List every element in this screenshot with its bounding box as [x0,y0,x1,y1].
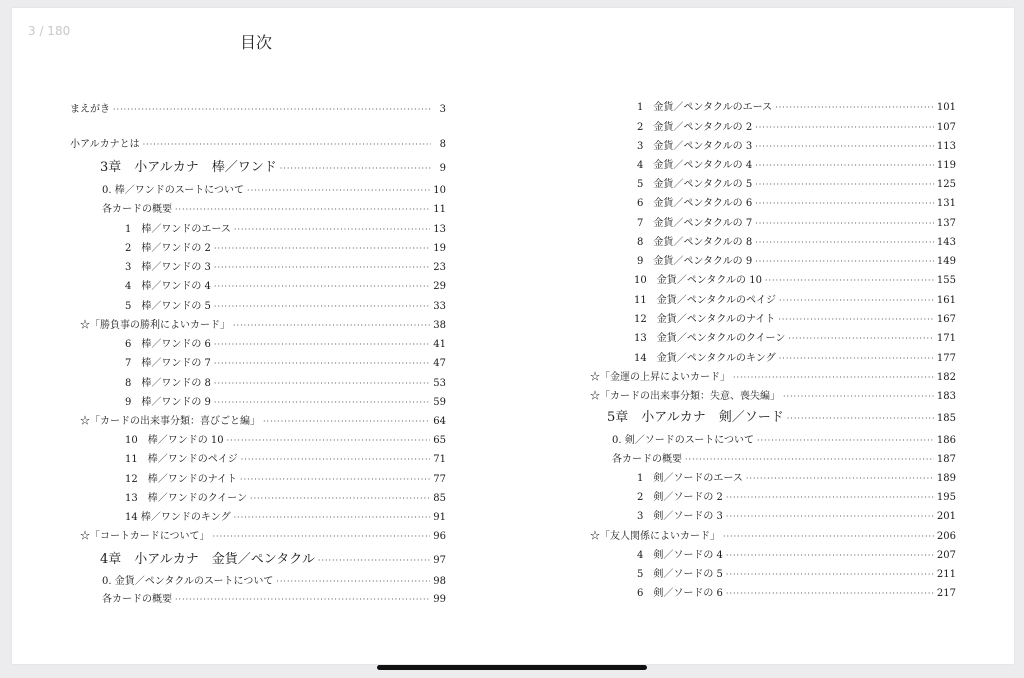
toc-entry[interactable] [637,100,956,116]
toc-entry[interactable] [125,356,446,372]
toc-entry-label: 5 金貨／ペンタクルの 5 [637,179,753,190]
toc-entry[interactable] [125,491,446,507]
toc-entry-page-number: 119 [936,160,956,171]
toc-entry-label: ☆「カードの出来事分類：喜びごと編」 [80,416,260,427]
toc-entry[interactable] [125,376,446,392]
toc-entry-page-number: 195 [936,492,956,503]
leader-dots [685,452,934,468]
toc-entry[interactable] [102,592,446,608]
toc-entry-page-number: 8 [439,139,446,150]
toc-title: 目次 [240,33,273,52]
leader-dots [757,433,934,449]
leader-dots [240,472,430,488]
toc-entry[interactable] [70,137,446,153]
toc-entry-label: 4 剣／ソードの 4 [637,550,723,561]
toc-entry-label: 5 剣／ソードの 5 [637,569,723,580]
toc-entry-page-number: 177 [936,353,956,364]
leader-dots [726,490,934,506]
toc-entry-page-number: 171 [936,333,956,344]
toc-entry-page-number: 77 [433,474,446,485]
toc-entry[interactable] [590,370,956,386]
toc-entry-label: 0. 金貨／ペンタクルのスートについて [102,576,274,587]
leader-dots [783,389,934,405]
toc-entry[interactable] [125,337,446,353]
toc-entry[interactable] [612,452,956,468]
leader-dots [755,139,934,155]
leader-dots [726,548,934,564]
toc-entry-label: 小アルカナとは [70,139,140,150]
toc-entry-page-number: 113 [936,141,956,152]
toc-entry[interactable] [590,389,956,405]
toc-entry-page-number: 9 [439,163,446,174]
toc-entry-page-number: 131 [936,198,956,209]
toc-entry-label: 8 金貨／ペンタクルの 8 [637,237,753,248]
toc-entry[interactable] [102,183,446,199]
toc-entry-label: ☆「金運の上昇によいカード」 [590,372,730,383]
leader-dots [234,222,430,238]
leader-dots [788,331,934,347]
toc-entry[interactable] [637,509,956,525]
toc-entry-page-number: 161 [936,295,956,306]
leader-dots [755,177,934,193]
toc-entry[interactable] [100,158,446,178]
leader-dots [175,592,430,608]
toc-entry-label: ☆「カードの出来事分類：失意、喪失編」 [590,391,780,402]
leader-dots [263,414,430,430]
leader-dots [214,356,430,372]
leader-dots [214,241,430,257]
toc-entry[interactable] [125,299,446,315]
leader-dots [723,529,934,545]
toc-entry[interactable] [637,139,956,155]
toc-entry-label: 10 金貨／ペンタクルの 10 [634,275,762,286]
leader-dots [726,567,934,583]
toc-entry-label: 1 棒／ワンドのエース [125,224,231,235]
leader-dots [213,529,431,545]
leader-dots [775,100,934,116]
toc-entry-label: 0. 剣／ソードのスートについて [612,435,755,446]
toc-entry-page-number: 38 [433,320,446,331]
leader-dots [214,337,430,353]
leader-dots [280,159,431,179]
toc-entry-label: 11 棒／ワンドのペイジ [125,454,238,465]
toc-entry[interactable] [125,260,446,276]
leader-dots [755,196,934,212]
toc-entry-label: 4 金貨／ペンタクルの 4 [637,160,753,171]
toc-entry-label: 6 金貨／ペンタクルの 6 [637,198,753,209]
toc-entry[interactable] [607,408,956,428]
toc-entry-page-number: 59 [433,397,446,408]
toc-entry[interactable] [637,567,956,583]
leader-dots [247,183,430,199]
toc-entry-page-number: 186 [936,435,956,446]
toc-entry-page-number: 53 [433,378,446,389]
toc-entry[interactable] [637,158,956,174]
toc-entry-page-number: 3 [439,104,446,115]
toc-entry[interactable] [637,177,956,193]
leader-dots [233,318,430,334]
toc-entry-label: 9 棒／ワンドの 9 [125,397,211,408]
toc-entry[interactable] [634,312,956,328]
toc-entry-page-number: 187 [936,454,956,465]
toc-entry-label: 8 棒／ワンドの 8 [125,378,211,389]
toc-entry-label: 1 剣／ソードのエース [637,473,743,484]
leader-dots [755,120,934,136]
toc-entry-page-number: 65 [433,435,446,446]
toc-entry-label: ☆「コートカードについて」 [80,531,210,542]
home-indicator[interactable] [377,665,647,670]
toc-entry-page-number: 99 [433,594,446,605]
toc-entry[interactable] [634,351,956,367]
leader-dots [755,235,934,251]
toc-entry-page-number: 13 [433,224,446,235]
toc-entry-page-number: 125 [936,179,956,190]
toc-entry-label: 14 金貨／ペンタクルのキング [634,353,776,364]
toc-entry-page-number: 47 [433,358,446,369]
toc-entry-label: 7 金貨／ペンタクルの 7 [637,218,753,229]
toc-entry-page-number: 183 [936,391,956,402]
toc-entry[interactable] [80,414,446,430]
toc-entry[interactable] [125,279,446,295]
leader-dots [726,509,934,525]
toc-entry-label: 4 棒／ワンドの 4 [125,281,211,292]
toc-entry-page-number: 98 [433,576,446,587]
toc-entry-page-number: 137 [936,218,956,229]
toc-entry[interactable] [125,472,446,488]
toc-entry-page-number: 91 [433,512,446,523]
toc-entry[interactable] [102,202,446,218]
toc-entry[interactable] [80,318,446,334]
toc-entry-label: 6 棒／ワンドの 6 [125,339,211,350]
toc-entry[interactable] [125,395,446,411]
leader-dots [250,491,430,507]
toc-entry-label: 14 棒／ワンドのキング [125,512,231,523]
leader-dots [787,409,934,429]
toc-entry-page-number: 96 [433,531,446,542]
toc-entry-label: まえがき [70,104,110,115]
leader-dots [214,260,430,276]
page-indicator: 3 / 180 [28,24,71,38]
toc-entry-page-number: 201 [936,511,956,522]
leader-dots [227,433,431,449]
toc-entry-label: 13 金貨／ペンタクルのクイーン [634,333,786,344]
toc-entry-label: 各カードの概要 [102,594,172,605]
leader-dots [755,158,934,174]
leader-dots [241,452,431,468]
toc-entry-page-number: 29 [433,281,446,292]
toc-entry-page-number: 10 [433,185,446,196]
toc-entry-page-number: 149 [936,256,956,267]
toc-entry-page-number: 97 [433,555,446,566]
toc-entry-page-number: 11 [433,204,446,215]
toc-entry-label: 2 剣／ソードの 2 [637,492,723,503]
leader-dots [755,254,934,270]
toc-entry-label: 各カードの概要 [102,204,172,215]
toc-entry[interactable] [590,529,956,545]
toc-entry[interactable] [637,196,956,212]
toc-entry-page-number: 41 [433,339,446,350]
leader-dots [755,216,934,232]
toc-entry[interactable] [634,273,956,289]
toc-entry-page-number: 143 [936,237,956,248]
toc-entry-label: 12 金貨／ペンタクルのナイト [634,314,776,325]
leader-dots [214,376,430,392]
toc-entry-page-number: 217 [936,588,956,599]
toc-entry-label: 9 金貨／ペンタクルの 9 [637,256,753,267]
toc-entry-label: 4章 小アルカナ 金貨／ペンタクル [100,552,315,567]
toc-entry-page-number: 33 [433,301,446,312]
leader-dots [765,273,934,289]
toc-entry[interactable] [102,574,446,590]
toc-entry-page-number: 185 [936,413,956,424]
toc-entry-page-number: 101 [936,102,956,113]
toc-entry[interactable] [125,510,446,526]
toc-entry-label: 10 棒／ワンドの 10 [125,435,224,446]
toc-entry[interactable] [125,222,446,238]
leader-dots [778,312,934,328]
toc-entry[interactable] [612,433,956,449]
leader-dots [113,102,431,118]
toc-entry[interactable] [100,550,446,570]
toc-entry-page-number: 85 [433,493,446,504]
toc-entry[interactable] [637,216,956,232]
leader-dots [276,574,430,590]
toc-entry-label: 3 金貨／ペンタクルの 3 [637,141,753,152]
toc-entry-page-number: 64 [433,416,446,427]
leader-dots [779,351,934,367]
document-page [12,8,1014,664]
toc-entry-page-number: 182 [936,372,956,383]
toc-entry-label: 3 剣／ソードの 3 [637,511,723,522]
toc-entry[interactable] [637,120,956,136]
toc-entry[interactable] [637,235,956,251]
toc-entry-label: 5 棒／ワンドの 5 [125,301,211,312]
toc-entry-label: 2 金貨／ペンタクルの 2 [637,122,753,133]
toc-entry[interactable] [80,529,446,545]
toc-entry-label: ☆「勝負事の勝利によいカード」 [80,320,230,331]
leader-dots [733,370,934,386]
toc-entry[interactable] [125,241,446,257]
leader-dots [318,551,430,571]
toc-entry[interactable] [70,102,446,118]
toc-entry-label: 7 棒／ワンドの 7 [125,358,211,369]
leader-dots [143,137,431,153]
toc-entry-label: 2 棒／ワンドの 2 [125,243,211,254]
toc-entry-page-number: 107 [936,122,956,133]
toc-entry-label: 5章 小アルカナ 剣／ソード [607,410,784,425]
leader-dots [746,471,934,487]
toc-entry-label: 13 棒／ワンドのクイーン [125,493,248,504]
toc-entry[interactable] [637,254,956,270]
toc-entry-page-number: 189 [936,473,956,484]
leader-dots [726,586,934,602]
toc-entry-page-number: 211 [936,569,956,580]
toc-entry[interactable] [125,433,446,449]
toc-entry-label: 12 棒／ワンドのナイト [125,474,238,485]
toc-entry-label: 各カードの概要 [612,454,682,465]
toc-entry-page-number: 206 [936,531,956,542]
toc-entry[interactable] [637,586,956,602]
leader-dots [779,293,934,309]
toc-entry-label: 3章 小アルカナ 棒／ワンド [100,160,277,175]
toc-entry-label: 11 金貨／ペンタクルのペイジ [634,295,777,306]
toc-entry-label: 0. 棒／ワンドのスートについて [102,185,245,196]
toc-entry[interactable] [637,490,956,506]
toc-entry-label: 1 金貨／ペンタクルのエース [637,102,773,113]
toc-entry-label: 6 剣／ソードの 6 [637,588,723,599]
leader-dots [214,299,430,315]
toc-entry-page-number: 19 [433,243,446,254]
leader-dots [234,510,431,526]
toc-entry[interactable] [634,331,956,347]
toc-entry-label: ☆「友人関係によいカード」 [590,531,720,542]
leader-dots [214,279,430,295]
toc-entry[interactable] [125,452,446,468]
toc-entry[interactable] [637,548,956,564]
toc-entry-page-number: 167 [936,314,956,325]
toc-entry-page-number: 71 [433,454,446,465]
toc-entry-label: 3 棒／ワンドの 3 [125,262,211,273]
leader-dots [175,202,430,218]
toc-entry[interactable] [637,471,956,487]
toc-entry-page-number: 207 [936,550,956,561]
toc-entry[interactable] [634,293,956,309]
toc-entry-page-number: 155 [936,275,956,286]
toc-entry-page-number: 23 [433,262,446,273]
leader-dots [214,395,430,411]
